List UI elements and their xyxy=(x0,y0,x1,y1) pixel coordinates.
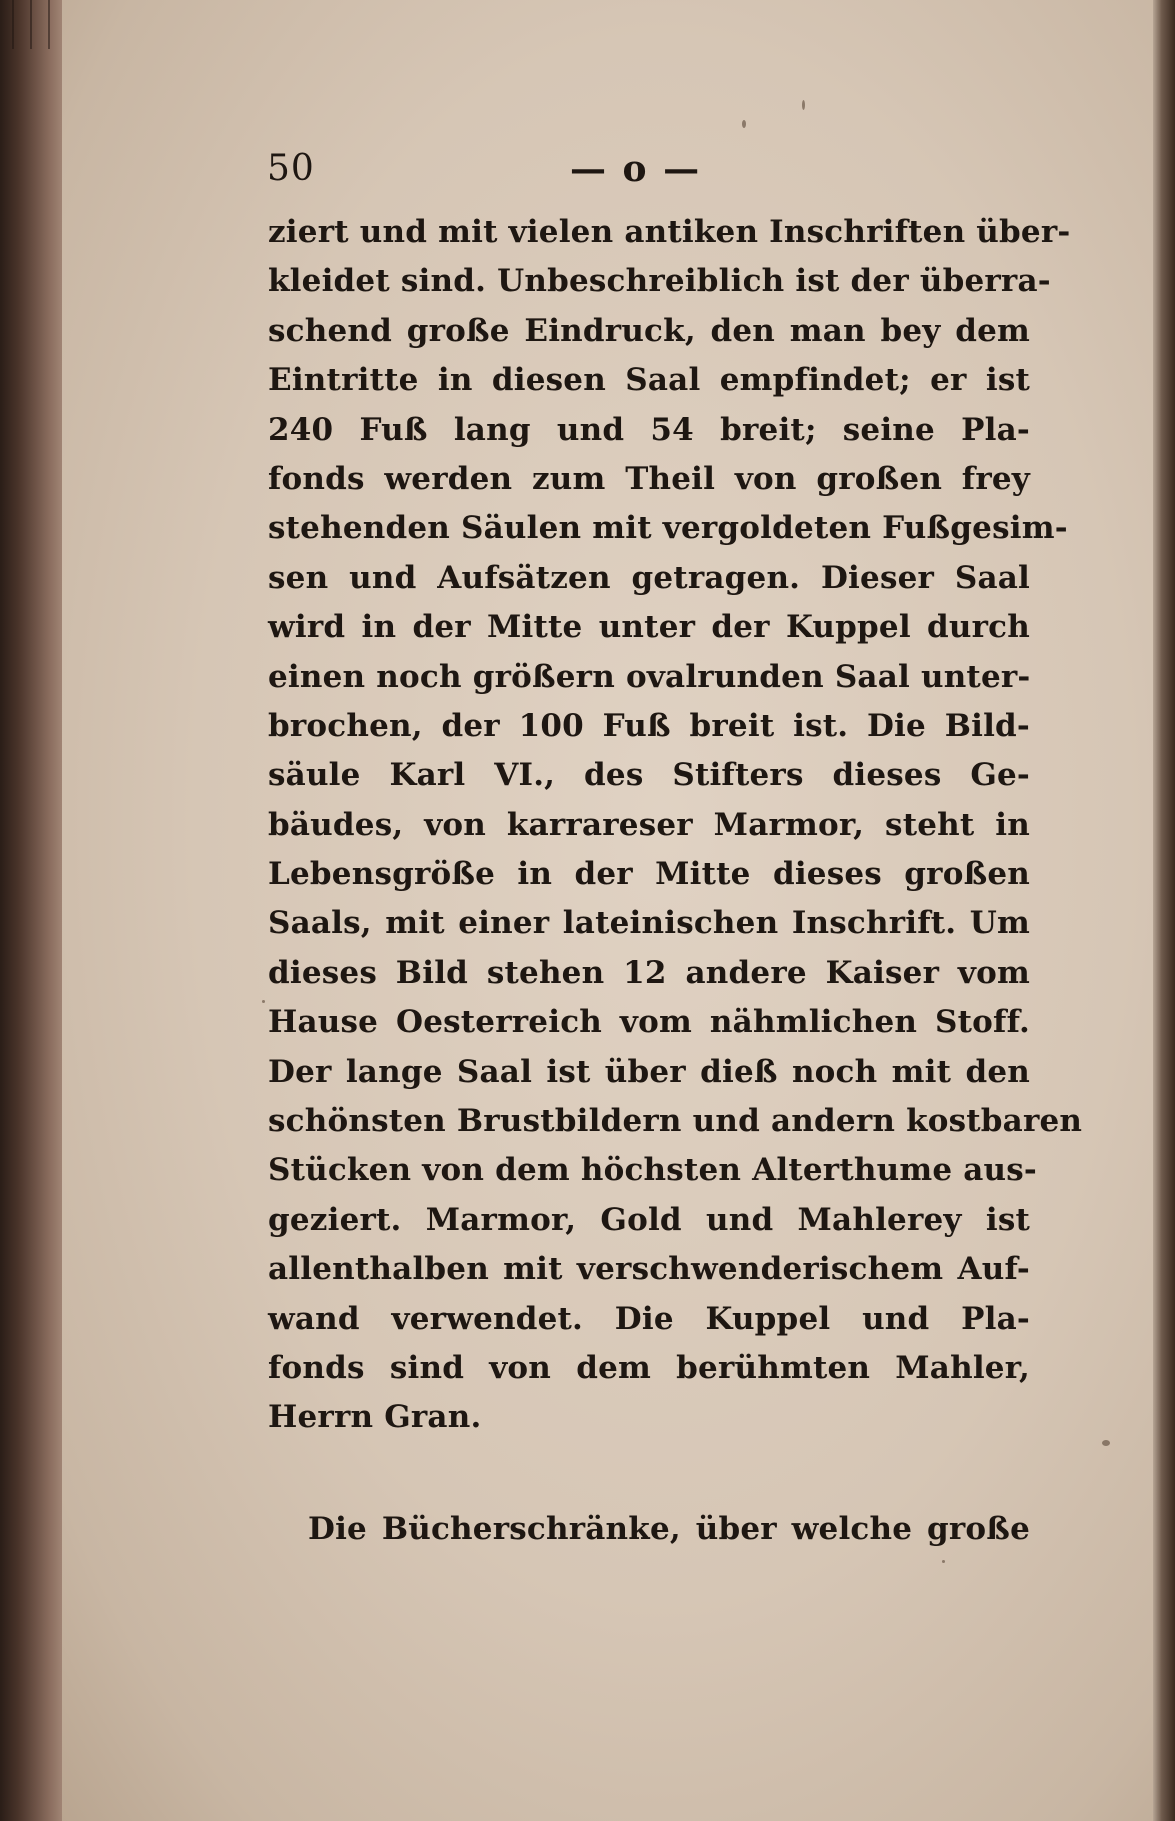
text-line: 240 Fuß lang und 54 breit; seine Pla- xyxy=(268,411,1030,448)
running-head: — o — xyxy=(570,148,702,190)
text-line: Lebensgröße in der Mitte dieses großen xyxy=(268,856,1030,893)
text-line: Eintritte in diesen Saal empfindet; er ist xyxy=(268,362,1030,399)
page-edge-line xyxy=(48,0,50,49)
text-line: bäudes, von karrareser Marmor, steht in xyxy=(268,806,1030,843)
text-line: dieses Bild stehen 12 andere Kaiser vom xyxy=(268,954,1030,991)
page-header xyxy=(205,148,1035,198)
text-line: sen und Aufsätzen getragen. Dieser Saal xyxy=(268,559,1030,596)
text-line: kleidet sind. Unbeschreiblich ist der überra- xyxy=(268,263,1051,300)
paper-speck xyxy=(942,1560,945,1563)
text-line: brochen, der 100 Fuß breit ist. Die Bild- xyxy=(268,707,1030,744)
paper-speck xyxy=(1102,1440,1110,1446)
page-edge-line xyxy=(12,0,14,49)
book-spine-edge xyxy=(0,0,62,1821)
text-line: Die Bücherschränke, über welche große xyxy=(308,1510,1030,1547)
text-line: wird in der Mitte unter der Kuppel durch xyxy=(268,609,1030,646)
text-line: allenthalben mit verschwenderischem Auf- xyxy=(268,1251,1030,1288)
paper-speck xyxy=(262,1000,265,1003)
text-line: Hause Oesterreich vom nähmlichen Stoff. xyxy=(268,1004,1030,1041)
text-line: stehenden Säulen mit vergoldeten Fußgesim- xyxy=(268,510,1068,547)
text-line: einen noch größern ovalrunden Saal unter- xyxy=(268,658,1031,695)
paragraph-1 xyxy=(268,208,1083,1443)
text-line: ziert und mit vielen antiken Inschriften über- xyxy=(268,214,1071,250)
text-line: Der lange Saal ist über dieß noch mit den xyxy=(268,1053,1030,1090)
right-page-edge xyxy=(1153,0,1175,1821)
text-line: schend große Eindruck, den man bey dem xyxy=(268,312,1030,349)
text-line: fonds sind von dem berühmten Mahler, xyxy=(268,1349,1030,1386)
text-line: Herrn Gran. xyxy=(268,1399,482,1436)
text-line: Stücken von dem höchsten Alterthume aus- xyxy=(268,1152,1037,1189)
page-edge-line xyxy=(30,0,32,49)
paper-speck xyxy=(802,100,805,110)
text-line: säule Karl VI., des Stifters dieses Ge- xyxy=(268,757,1030,794)
paper-speck xyxy=(742,120,746,128)
paragraph-2 xyxy=(268,1505,1030,1554)
text-line: fonds werden zum Theil von großen frey xyxy=(268,460,1030,497)
text-line: wand verwendet. Die Kuppel und Pla- xyxy=(268,1300,1030,1337)
body-text xyxy=(268,208,1083,1554)
paragraph-gap xyxy=(268,1443,1030,1505)
text-line: Saals, mit einer lateinischen Inschrift. Um xyxy=(268,905,1030,942)
page-number: 50 xyxy=(267,148,315,189)
text-line: schönsten Brustbildern und andern kostbaren xyxy=(268,1103,1083,1140)
text-line: geziert. Marmor, Gold und Mahlerey ist xyxy=(268,1201,1030,1238)
